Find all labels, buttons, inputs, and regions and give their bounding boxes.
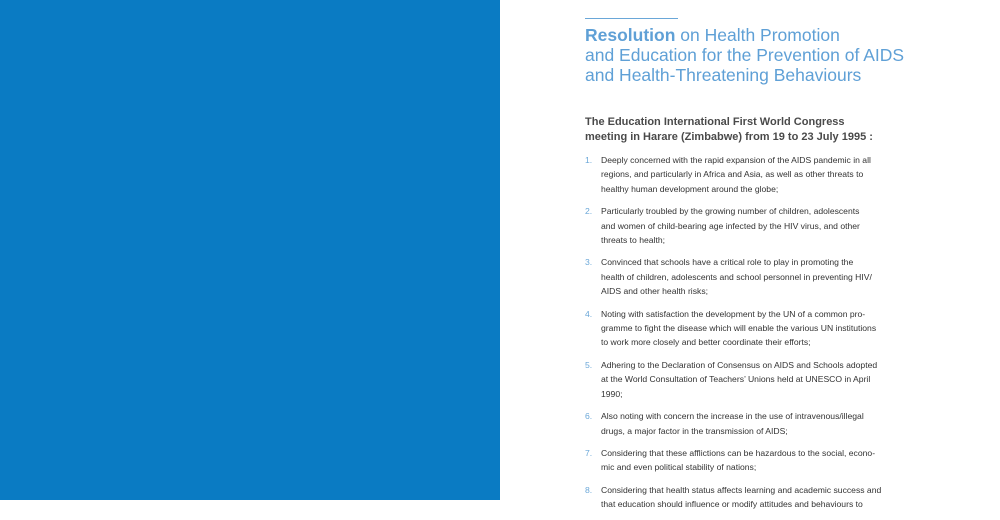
list-item (585, 446, 955, 475)
list-item-number: 3. (585, 257, 593, 268)
list-item-line: drugs, a major factor in the transmission of AIDS; (601, 425, 788, 436)
list-item-line: Adhering to the Declaration of Consensus on AIDS and Schools adopted (601, 359, 878, 370)
list-item-line: Particularly troubled by the growing number of children, adolescents (601, 206, 860, 217)
list-item-line: Considering that these afflictions can be hazardous to the social, econo- (601, 447, 876, 458)
list-item-number: 2. (585, 206, 593, 217)
list-item (585, 153, 955, 196)
list-item-line: Considering that health status affects learning and academic success and (601, 484, 882, 495)
blue-cover-panel (0, 0, 500, 500)
title-line-2: and Education for the Prevention of AIDS (585, 45, 905, 65)
lead-line-2: meeting in Harare (Zimbabwe) from 19 to 23 July 1995 : (585, 131, 873, 143)
title-rule (585, 18, 678, 19)
preamble-lead (585, 115, 965, 145)
list-item (585, 483, 955, 512)
list-item-line: that education should influence or modify attitudes and behaviours to (601, 499, 863, 510)
list-item-line: and women of child-bearing age infected by the HIV virus, and other (601, 220, 860, 231)
list-item-line: Also noting with concern the increase in the use of intravenous/illegal (601, 411, 864, 422)
list-item-line: health of children, adolescents and school personnel in preventing HIV/ (601, 271, 872, 282)
page-title (585, 25, 985, 85)
list-item (585, 358, 955, 401)
list-item-line: threats to health; (601, 235, 666, 246)
document-page (500, 0, 1000, 510)
list-item-number: 8. (585, 484, 593, 495)
list-item-line: 1990; (601, 388, 623, 399)
list-item (585, 204, 955, 247)
list-item-line: Convinced that schools have a critical role to play in promoting the (601, 257, 854, 268)
list-item-line: AIDS and other health risks; (601, 286, 708, 297)
title-bold-word: Resolution (585, 25, 676, 45)
clause-list (585, 153, 955, 520)
list-item-number: 4. (585, 308, 593, 319)
list-item-line: Deeply concerned with the rapid expansion of the AIDS pandemic in all (601, 155, 871, 165)
list-item-number: 6. (585, 411, 593, 422)
list-item-line: at the World Consultation of Teachers’ Unions held at UNESCO in April (601, 374, 871, 385)
list-item-line: Noting with satisfaction the development by the UN of a common pro- (601, 308, 866, 319)
list-item-line: mic and even political stability of nations; (601, 462, 757, 473)
title-line-1-rest: on Health Promotion (675, 25, 840, 45)
list-item (585, 409, 955, 438)
list-item-number: 5. (585, 359, 593, 370)
list-item-number: 1. (585, 155, 593, 165)
list-item (585, 255, 955, 298)
title-line-3: and Health-Threatening Behaviours (585, 65, 862, 85)
list-item-line: to work more closely and better coordinate their efforts; (601, 337, 811, 348)
list-item-number: 7. (585, 447, 593, 458)
list-item-line: gramme to fight the disease which will enable the various UN institutions (601, 323, 877, 334)
lead-line-1: The Education International First World Congress (585, 116, 845, 128)
list-item (585, 307, 955, 350)
list-item-line: regions, and particularly in Africa and Asia, as well as other threats to (601, 169, 864, 180)
list-item-line: healthy human development around the globe; (601, 183, 779, 194)
